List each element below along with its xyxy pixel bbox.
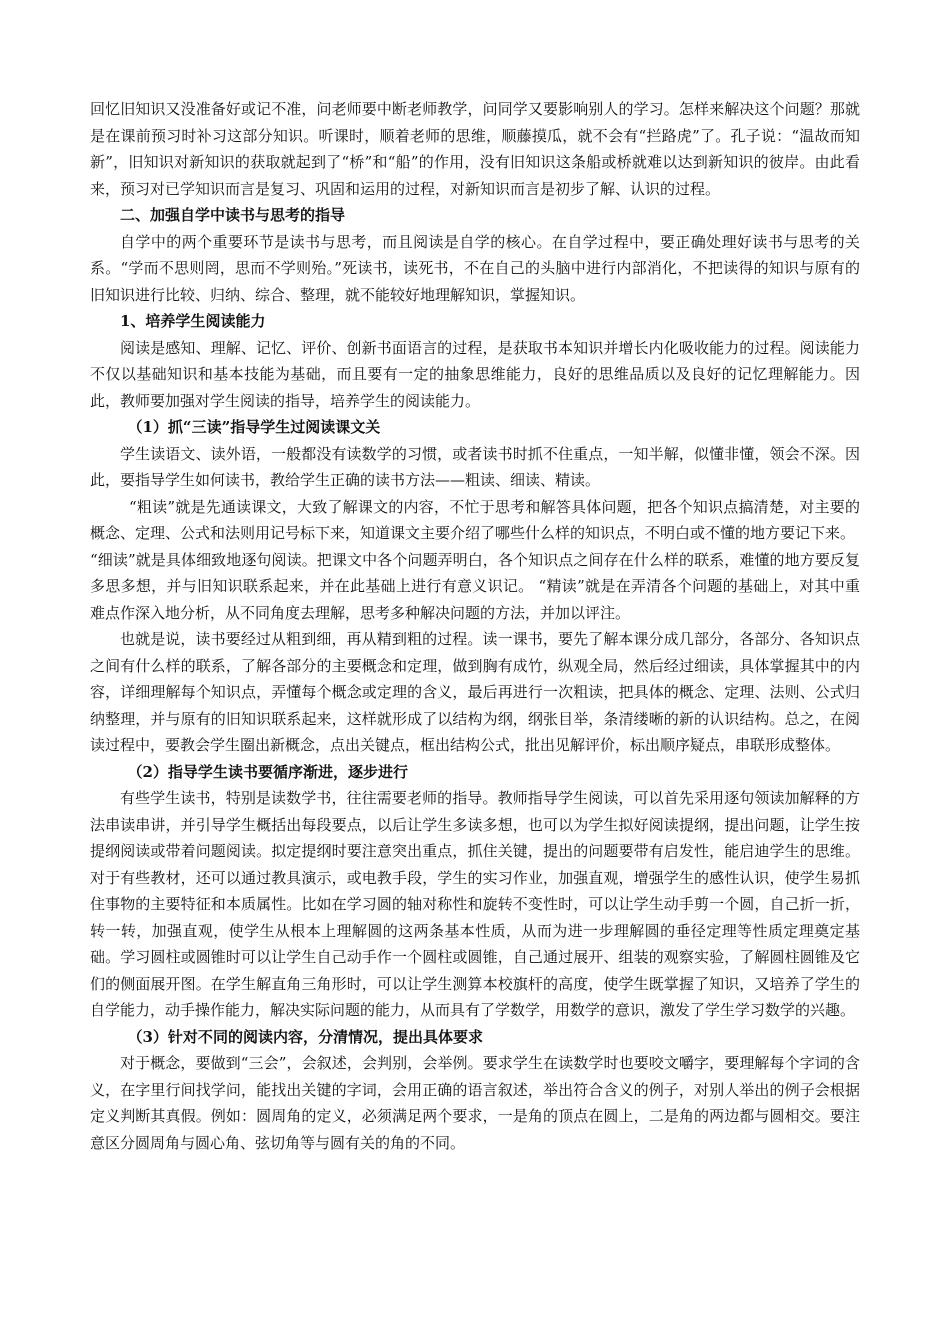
paragraph-reading-ability: 阅读是感知、理解、记忆、评价、创新书面语言的过程，是获取书本知识并增长内化吸收能力的过程。阅读能力不仅以基础知识和基本技能为基础，而且要有一定的抽象思维能力，良好的思维品质以及良好的记忆理解能力。因此，教师要加强对学生阅读的指导，培养学生的阅读能力。 (90, 338, 860, 410)
paragraph-reading-methods: 学生读语文、读外语，一般都没有读数学的习惯，或者读书时抓不住重点，一知半解，似懂非懂，领会不深。因此，要指导学生如何读书，教给学生正确的读书方法——粗读、细读、精读。 (90, 444, 860, 489)
subsection-heading-reading-ability: 1、培养学生阅读能力 (120, 312, 266, 330)
section-heading-reading-thinking: 二、加强自学中读书与思考的指导 (120, 206, 346, 224)
item-heading-specific-requirements: （3）针对不同的阅读内容，分清情况，提出具体要求 (127, 1027, 483, 1046)
paragraph-detailed-reading: “细读”就是具体细致地逐句阅读。把课文中各个问题弄明白，各个知识点之间存在什么样的联系，难懂的地方要反复多思多想，并与旧知识联系起来，并在此基础上进行有意义识记。 “精读”就是在弄清各个问题的基础上，对其中重难点作深入地分析，从不同角度去理解，思考多种解决问题的方法，并加以评注。 (90, 550, 860, 622)
paragraph-reading-thinking: 自学中的两个重要环节是读书与思考，而且阅读是自学的核心。在自学过程中，要正确处理好读书与思考的关系。“学而不思则罔，思而不学则殆。”死读书，读死书，不在自己的头脑中进行内部消化，不把读得的知识与原有的旧知识进行比较、归纳、综合、整理，就不能较好地理解知识，掌握知识。 (90, 232, 860, 304)
item-heading-step-by-step: （2）指导学生读书要循序渐进，逐步进行 (127, 762, 408, 781)
paragraph-rough-reading: “粗读”就是先通读课文，大致了解课文的内容，不忙于思考和解答具体问题，把各个知识点搞清楚，对主要的概念、定理、公式和法则用记号标下来，知道课文主要介绍了哪些什么样的知识点，不明白或不懂的地方要记下来。 (90, 497, 860, 542)
paragraph-concepts: 对于概念，要做到“三会”，会叙述，会判别，会举例。要求学生在读数学时也要咬文嚼字，要理解每个字词的含义，在字里行间找学问，能找出关键的字词，会用正确的语言叙述，举出符合含义的例子，对别人举出的例子会根据定义判断其真假。例如：圆周角的定义，必须满足两个要求，一是角的顶点在圆上，二是角的两边都与圆相交。要注意区分圆周角与圆心角、弦切角等与圆有关的角的不同。 (90, 1054, 860, 1152)
paragraph-guided-reading: 有些学生读书，特别是读数学书，往往需要老师的指导。教师指导学生阅读，可以首先采用逐句领读加解释的方法串读串讲，并引导学生概括出每段要点，以后让学生多读多想，也可以为学生拟好阅读提纲，提出问题，让学生按提纲阅读或带着问题阅读。拟定提纲时要注意突出重点，抓住关键，提出的问题要带有启发性，能启迪学生的思维。对于有些教材，还可以通过教具演示，或电教手段，学生的实习作业，加强直观，增强学生的感性认识，使学生易抓住事物的主要特征和本质属性。比如在学习圆的轴对称性和旋转不变性时，可以让学生动手剪一个圆，自己折一折，转一转，加强直观，使学生从根本上理解圆的这两条基本性质，从而为进一步理解圆的垂径定理等性质定理奠定基础。学习圆柱或圆锥时可以让学生自己动手作一个圆柱或圆锥，自己通过展开、组装的观察实验，了解圆柱圆锥及它们的侧面展开图。在学生解直角三角形时，可以让学生测算本校旗杆的高度，使学生既掌握了知识，又培养了学生的自学能力，动手操作能力，解决实际问题的能力，从而具有了学数学，用数学的意识，激发了学生学习数学的兴趣。 (90, 789, 860, 1019)
paragraph-preview-review: 回忆旧知识又没准备好或记不准，问老师要中断老师教学，问同学又要影响别人的学习。怎样来解决这个问题？那就是在课前预习时补习这部分知识。听课时，顺着老师的思维，顺藤摸瓜，就不会有“拦路虎”了。孔子说：“温故而知新”，旧知识对新知识的获取就起到了“桥”和“船”的作用，没有旧知识这条船或桥就难以达到新知识的彼岸。由此看来，预习对已学知识而言是复习、巩固和运用的过程，对新知识而言是初步了解、认识的过程。 (90, 100, 860, 198)
document-body (90, 96, 860, 1156)
paragraph-reading-process: 也就是说，读书要经过从粗到细，再从精到粗的过程。读一课书，要先了解本课分成几部分，各部分、各知识点之间有什么样的联系，了解各部分的主要概念和定理，做到胸有成竹，纵观全局，然后经过细读，具体掌握其中的内容，详细理解每个知识点，弄懂每个概念或定理的含义，最后再进行一次粗读，把具体的概念、定理、法则、公式归纳整理，并与原有的旧知识联系起来，这样就形成了以结构为纲，纲张目举，条清缕晰的新的认识结构。总之，在阅读过程中，要教会学生圈出新概念，点出关键点，框出结构公式，批出见解评价，标出顺序疑点，串联形成整体。 (90, 630, 860, 754)
item-heading-three-reads: （1）抓“三读”指导学生过阅读课文关 (127, 418, 381, 436)
